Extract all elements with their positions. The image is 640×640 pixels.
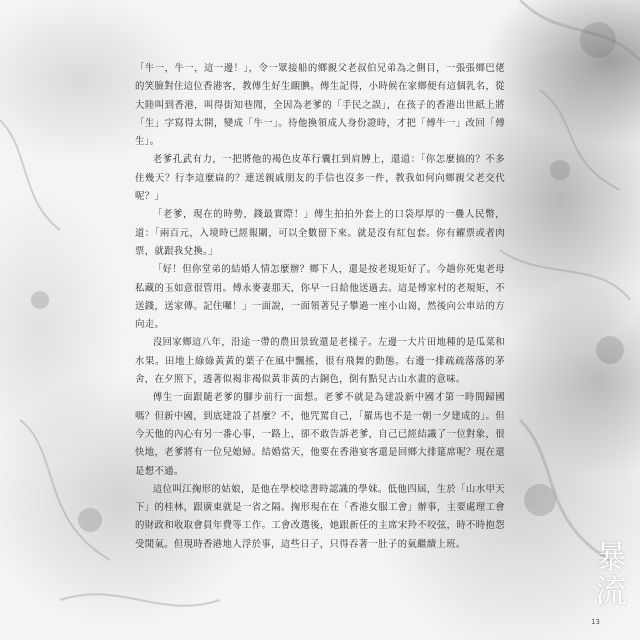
- paragraph-6: 傅生一面跟隨老爹的腳步前行一面想。老爹不就是為建設新中國才第一時間歸國嗎？但新中國，到底建設了甚麼？不，他咒罵自己，「羅馬也不是一朝一夕建成的」。但今天他的內心有另一番心事，一路上，卻不敢告訴老爹，自己已經結識了一位對象，很快地，老爹將有一位兒媳婦。結婚當天，他要在香港宴客還是回鄉大排筵席呢？現在還是想不通。: [135, 392, 505, 477]
- page-number: 13: [591, 618, 600, 626]
- side-title: 暴流: [590, 540, 628, 608]
- paragraph-3: 「老爹，現在的時勢，錢最實際！」傅生拍拍外套上的口袋厚厚的一疊人民幣，道：「兩百元，入境時已經報關，可以全數留下來。就是沒有紅包套。你有糴票或者肉票，就跟我兌換。」: [135, 209, 505, 257]
- paragraph-2: 老爹孔武有力，一把將他的褐色皮革行囊扛到肩膊上，還道：「你怎麼搞的？不多住幾天？行李這麼扁的？連送親戚朋友的手信也沒多一件，教我如何向鄉親父老交代呢？」: [135, 154, 505, 203]
- paragraph-1: 「牛一，牛一，這一邊！」，令一眾接船的鄉親父老叔伯兄弟為之側目，一張張鄉巴佬的笑臉對住這位香港客，教傅生好生靦腆。傅生記得，小時候在家鄉便有這個乳名，從大陸叫到香港，叫得街知巷聞，全因為老爹的「手民之誤」，在孩子的香港出世紙上將「生」字寫得太開，變成「牛一」。待他換領成人身份證時，才把「傅牛一」改回「傅生」。: [135, 63, 505, 148]
- paragraph-7: 這位叫江掬形的姑娘，是他在學校唸書時認識的學妹。低他四屆，生於「山水甲天下」的桂林，跟廣東就是一省之隔。掬形現在在「香港女服工會」辦事，主要處理工會的財政和收取會員年費等工作。工會改選後，她跟新任的主席宋羚不咬弦，時不時抱怨受閒氣。但現時香港地人浮於事，這些日子，只得吞著一肚子的氣繼續上班。: [135, 483, 505, 550]
- paragraph-4: 「好！但你堂弟的結婚人情怎麼辦？鄉下人，還是按老規矩好了。今趟你死鬼老母私藏的玉如意很管用。傅永麥妻那天，你早一日給他送過去。這是傅家村的老規矩，不送錢，送家傳。記住囉！」一面說，一面領著兒子攀過一座小山崗，然後向公車站的方向走。: [135, 264, 505, 331]
- body-text: [135, 60, 505, 554]
- paragraph-5: 沒回家鄉這八年，沿途一帶的農田景致還是老樣子。左邊一大片田地種的是瓜菜和水果。田地上綠綠黃黃的葉子在風中飄搖，很有飛舞的動態。右邊一排疏疏落落的茅舍，在夕照下，透著似褐非褐似黃非黃的古銅色，倒有點兒古山水畫的意味。: [135, 337, 505, 386]
